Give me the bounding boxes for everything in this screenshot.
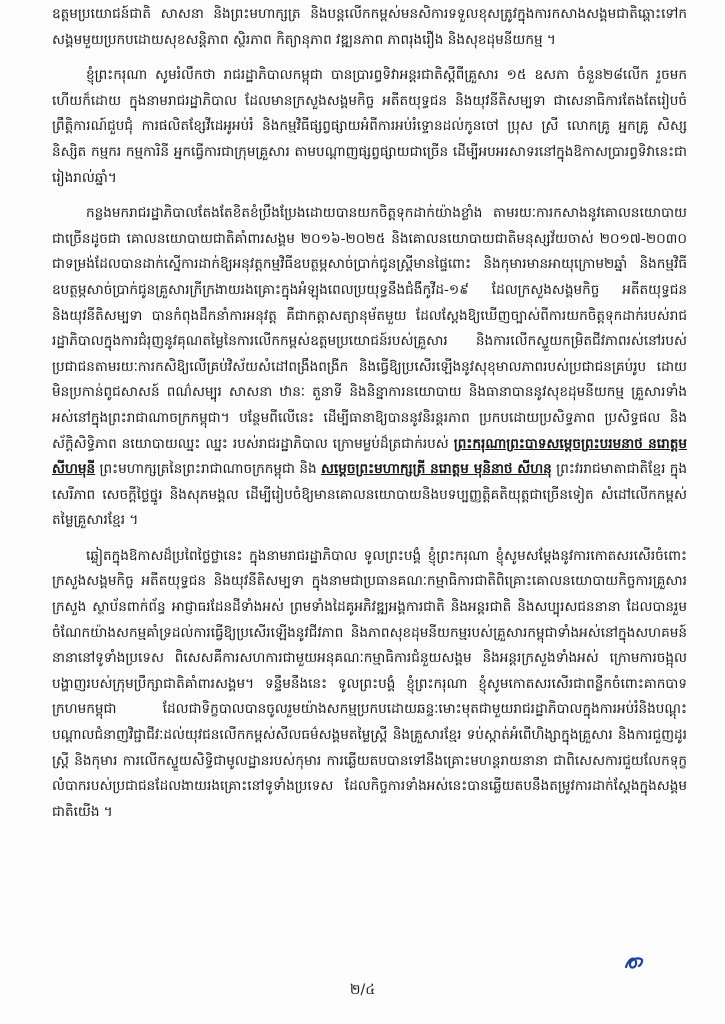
- paragraph-1: ឧត្តមប្រយោជន៍ជាតិ សាសនា និងព្រះមហាក្សត្រ និងបន្តលើកកម្ពស់មនសិការទទួលខុសត្រូវក្នុងការកសាងសង្គមជាតិឆ្ពោះទៅកសង្គមមួយប្រកបដោយសុខសន្តិភាព ស្ថិរភាព កិត្យានុភាព វឌ្ឍនភាព ភាពរុងរឿង និងសុខដុមនីយកម្ម ។: [52, 6, 687, 48]
- paragraph-3-text-before: កន្លងមករាជរដ្ឋាភិបាលតែងតែខិតខំប្រឹងប្រែងដោយបានយកចិត្តទុកដាក់យ៉ាងខ្លាំង តាមរយៈការកសាងនូវគោលនយោបាយជាច្រើនដូចជា គោលនយោបាយជាតិគាំពារសង្គម ២០១៦-២០២៥ និងគោលនយោបាយជាតិមនុស្សវ័យចាស់ ២០១៧-២០៣០ ជាទម្រង់ដែលបានដាក់ស្នើការដាក់ឱ្យអនុវត្តកម្មវិធីឧបត្ថម្ភសាច់ប្រាក់ជូនស្ត្រីមានផ្ទៃពោះ និងកុមារមានអាយុក្រោម២ឆ្នាំ និងកម្មវិធីឧបត្ថម្ភសាច់ប្រាក់ជូនគ្រួសារក្រីក្រងាយរងគ្រោះក្នុងអំឡុងពេលប្រយុទ្ធនឹងជំងឺកូវីដ-១៩ ដែលក្រសួងសង្គមកិច្ច អតីតយុទ្ធជន និងយុវនីតិសម្បទា បានកំពុងដឹកនាំការអនុវត្ត គឺជាកត្តាសត្យានុម័តមួយ ដែលស្តែងឱ្យឃើញច្បាស់ពីការយកចិត្តទុកដាក់របស់រាជរដ្ឋាភិបាលក្នុងការជំរុញនូវគុណតម្លៃនៃការលើកកម្ពស់ឧត្តមប្រយោជន៍របស់គ្រួសារ និងការលើកស្ទួយកម្រិតជីវភាពរស់នៅរបស់ប្រជាជនតាមរយៈការកសិឱ្យលើគ្រប់វិស័យសំដៅពង្រឹងពង្រីក និងធ្វើឱ្យប្រសើរឡើងនូវសុខុមាលភាពរបស់ប្រជាជនគ្រប់រូប ដោយមិនប្រកាន់ពូជសាសន៍ ពណ៌សម្បុរ សាសនា ឋានៈ តួនាទី និងនិន្នាការនយោបាយ និងធានាបាននូវសុខដុមនីយកម្ម គ្រួសារទាំងអស់នៅក្នុងព្រះរាជាណាចក្រកម្ពុជា។ បន្ថែមពីលើនេះ ដើម្បីធានាឱ្យបាននូវនិរន្តរភាព ប្រកបដោយប្រសិទ្ធភាព ប្រសិទ្ធផល និងស័ក្តិសិទ្ធិភាព នយោបាយឈ្នះ ឈ្នះ របស់រាជរដ្ឋាភិបាល ក្រោមម្លប់ដ៏ត្រជាក់របស់: [52, 205, 687, 452]
- document-body: [52, 2, 687, 835]
- royal-title-king: ព្រះករុណាព្រះបាទសម្តេចព្រះបរមនាថ នរោត្តម សីហមុនី: [52, 435, 687, 478]
- paragraph-2: ខ្ញុំព្រះករុណា សូមរំលឹកថា រាជរដ្ឋាភិបាលកម្ពុជា បានប្រារព្ធទិវាអន្តរជាតិស្តីពីគ្រួសារ ១៥ ឧសភា ចំនួន២៨លើក រួចមកហើយក៏ដោយ ក្នុងនាមរាជរដ្ឋាភិបាល ដែលមានក្រសួងសង្គមកិច្ច អតីតយុទ្ធជន និងយុវនីតិសម្បទា ជាសេនាធិការតែងតែរៀបចំព្រឹត្តិការណ៍ជួបជុំ ការផលិតខ្សែវីដេអូអប់រំ និងកម្មវិធីផ្សព្វផ្សាយអំពីការអប់រំទ្ទោនដល់កូនចៅ ប្រុស ស្រី លោកគ្រូ អ្នកគ្រូ សិស្ស និស្សិត កម្មករ កម្មការិនី អ្នកធ្វើការជាក្រុមគ្រួសារ តាមបណ្តាញផ្សព្វផ្សាយជាច្រើន ដើម្បីអបអរសាទរនៅក្នុងឱកាសប្រារព្ធទិវានេះជារៀងរាល់ឆ្នាំ។: [52, 67, 687, 186]
- royal-title-queen-mother: សម្តេចព្រះមហាក្សត្រី នរោត្តម មុនិនាថ សីហនុ: [320, 461, 552, 478]
- handwritten-initial-mark: [623, 952, 645, 974]
- paragraph-4: ឆ្លៀតក្នុងឱកាសដ៏ប្រពៃថ្លៃថ្លានេះ ក្នុងនាមរាជរដ្ឋាភិបាល ទូលព្រះបង្គំ ខ្ញុំព្រះករុណា ខ្ញុំសូមសម្តែងនូវការកោតសរសើរចំពោះក្រសួងសង្គមកិច្ច អតីតយុទ្ធជន និងយុវនីតិសម្បទា ក្នុងនាមជាប្រធានគណៈកម្មាធិការជាតិពិគ្រោះគោលនយោបាយកិច្ចការគ្រួសារ ក្រសួង ស្ថាប័នពាក់ព័ន្ធ អាជ្ញាធរដែនដីទាំងអស់ ព្រមទាំងដៃគូអភិវឌ្ឍអង្គការជាតិ និងអន្តរជាតិ និងសប្បុរសជននានា ដែលបានរួមចំណែកយ៉ាងសកម្មគាំទ្រដល់ការធ្វើឱ្យប្រសើរឡើងនូវជីវភាព និងភាពសុខដុមនីយកម្មរបស់គ្រួសារកម្ពុជាទាំងអស់នៅក្នុងសហគមន៍នានានៅទូទាំងប្រទេស ពិសេសគឺការសហការជាមួយអនុគណៈកម្មាធិការជំនួយសង្គម និងអន្តរក្រសួងទាំងអស់ ក្រោមការចង្អុលបង្ហាញរបស់ក្រុមប្រឹក្សាជាតិគាំពារសង្គម។ ទន្ទឹមនឹងនេះ ទូលព្រះបង្គំ ខ្ញុំព្រះករុណា ខ្ញុំសូមកោតសរសើរជាពន្លឺកចំពោះគាកបាទក្រហមកម្ពុជា ដែលជាទិក្ខបាលបានចូលរួមយ៉ាងសកម្មប្រកបដោយឆន្ទៈមោះមុតជាមួយរាជរដ្ឋាភិបាលក្នុងការអប់រំនិងបណ្តុះបណ្តាលជំនាញវិជ្ជាជីវៈដល់យុវជនលើកកម្ពស់សីលធម៌សង្គមតម្លៃស្ត្រី និងគ្រួសារខ្មែរ ទប់ស្កាត់អំពើហិង្សាក្នុងគ្រួសារ និងការជួញដូរស្ត្រី និងកុមារ ការលើកស្ទួយសិទ្ធិជាមូលដ្ឋានរបស់កុមារ ការឆ្លើយតបបានទៅនឹងគ្រោះមហន្តរាយនានា ជាពិសេសការជួយលែកទុក្ខលំបាករបស់ប្រជាជនដែលងាយរងគ្រោះនៅទូទាំងប្រទេស ដែលកិច្ចការទាំងអស់នេះបានឆ្លើយតបនឹងតម្រូវការដាក់ស្តែងក្នុងសង្គមជាតិយើង ។: [52, 547, 687, 820]
- paragraph-3-text-middle: ព្រះមហាក្សត្រនៃព្រះរាជាណាចក្រកម្ពុជា និង: [95, 461, 321, 478]
- page-number: ២/៤: [349, 982, 376, 998]
- paragraph-3: [52, 201, 687, 534]
- paragraph-3-text-after: ព្រះវររាជមាតាជាតិខ្មែរ ក្នុងសេរីភាព សេចក្តីថ្លៃថ្នូរ និងសុភមង្គល ដើម្បីរៀបចំឱ្យមានគោលនយោបាយនិងបទប្បញ្ញត្តិគតិយុត្តជាច្រើនទៀត សំដៅលើកកម្ពស់តម្លៃគ្រួសារខ្មែរ ។: [52, 461, 687, 529]
